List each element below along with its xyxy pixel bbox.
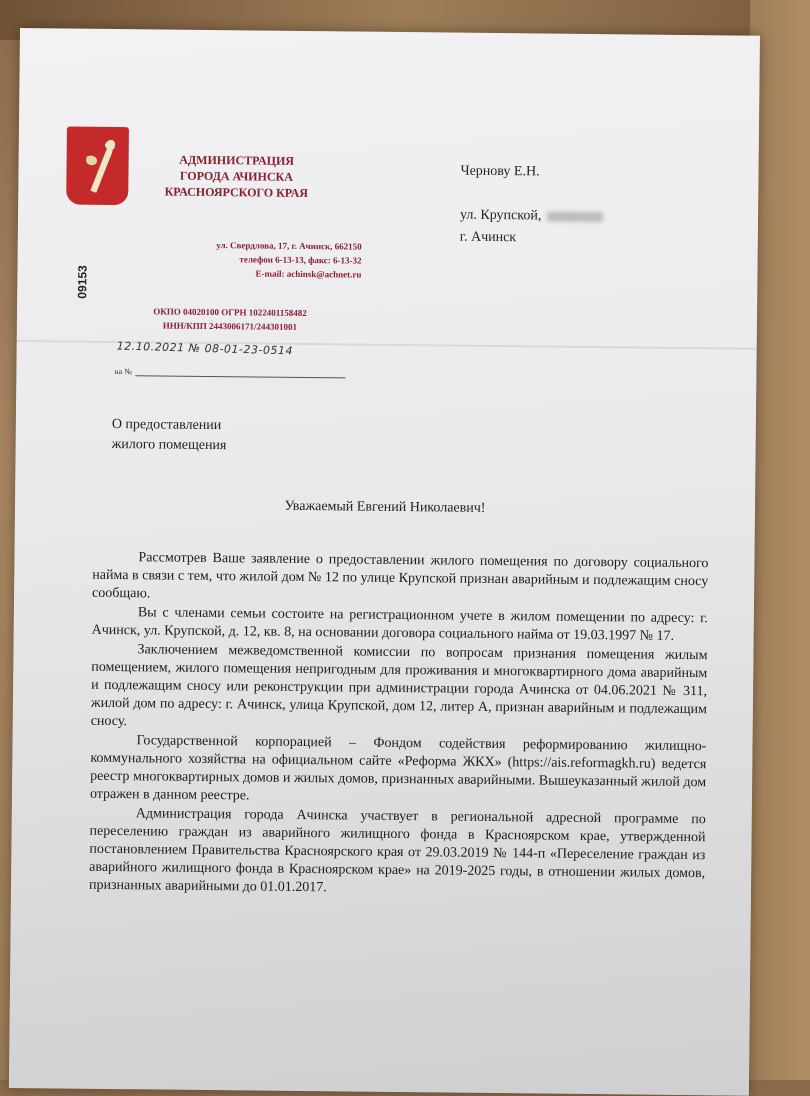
subject-line-1: О предоставлении	[111, 416, 222, 434]
recipient-city: г. Ачинск	[459, 229, 517, 246]
letter-body	[89, 549, 709, 902]
paragraph-3: Заключением межведомственной комиссии по вопросам признания помещения жилым помещением, жилого помещения непригодным для проживания и многоквартирного дома аварийным и подлежащим сносу или реконструкции при администрации города Ачинска от 04.06.2021 № 311, жилой дом по адресу: г. Ачинск, улица Крупской, дом 12, литер А, признан аварийным и подлежащим сносу.	[90, 642, 708, 730]
letter-greeting: Уважаемый Евгений Николаевич!	[284, 498, 486, 516]
letter-sheet	[9, 28, 760, 1096]
org-email: E-mail: achinsk@achnet.ru	[255, 268, 362, 280]
letter-subject	[112, 415, 227, 456]
recipient-block	[460, 161, 604, 250]
redacted-address	[547, 211, 603, 222]
recipient-name: Чернову Е.Н.	[460, 163, 540, 180]
org-address: ул. Свердлова, 17, г. Ачинск, 662150	[216, 240, 362, 252]
handwritten-date-number: 12.10.2021 № 08-01-23-0514	[116, 339, 294, 358]
table-surface-right	[750, 0, 810, 1080]
paragraph-2: Вы с членами семьи состоите на регистрационном учете в жилом помещении по адресу: г. Ачинск, ул. Крупской, д. 12, кв. 8, на основании договора социального найма от 19.03.1997 № 17.	[91, 605, 708, 644]
org-inn: ИНН/КПП 2443006171/244301001	[162, 320, 298, 332]
paragraph-1: Рассмотрев Ваше заявление о предоставлении жилого помещения по договору социального найма в связи с тем, что жилой дом № 12 по улице Крупской признан аварийным и подлежащим сносу сообщаю.	[92, 550, 709, 602]
coat-of-arms-icon	[66, 126, 129, 205]
letterhead-contacts	[113, 237, 361, 282]
letterhead-codes	[105, 304, 355, 335]
org-line-2: ГОРОДА АЧИНСКА	[179, 168, 293, 184]
org-line-1: АДМИНИСТРАЦИЯ	[179, 152, 295, 168]
paragraph-5: Администрация города Ачинска участвует в региональной адресной программе по переселению граждан из аварийного жилищного фонда в Красноярском крае, утвержденной постановлением Правительства Красноярского края от 29.03.2019 № 144-п «Переселение граждан из аварийного жилищного фонда в Красноярском крае» на 2019-2025 годы, в отношении жилых домов, признанных аварийными до 01.01.2017.	[88, 806, 706, 896]
paragraph-4: Государственной корпорацией – Фондом содействия реформированию жилищно-коммунального хозяйства на официальном сайте «Реформа ЖКХ» (https://ais.reformagkh.ru) ведется реестр многоквартирных домов и жилых домов, признанных аварийными. Вышеуказанный жилой дом отражен в данном реестре.	[89, 733, 707, 804]
org-okpo: ОКПО 04020100 ОГРН 1022401158482	[153, 306, 307, 319]
reference-prefix: на №	[114, 367, 132, 377]
org-line-3: КРАСНОЯРСКОГО КРАЯ	[164, 184, 309, 201]
reference-number-line	[114, 367, 346, 378]
letterhead-organization	[126, 151, 346, 201]
recipient-street: ул. Крупской,	[459, 207, 542, 224]
vertical-stamp-number: 09153	[75, 265, 90, 299]
org-phone: телефон 6-13-13, факс: 6-13-32	[239, 254, 362, 266]
subject-line-2: жилого помещения	[111, 436, 227, 454]
